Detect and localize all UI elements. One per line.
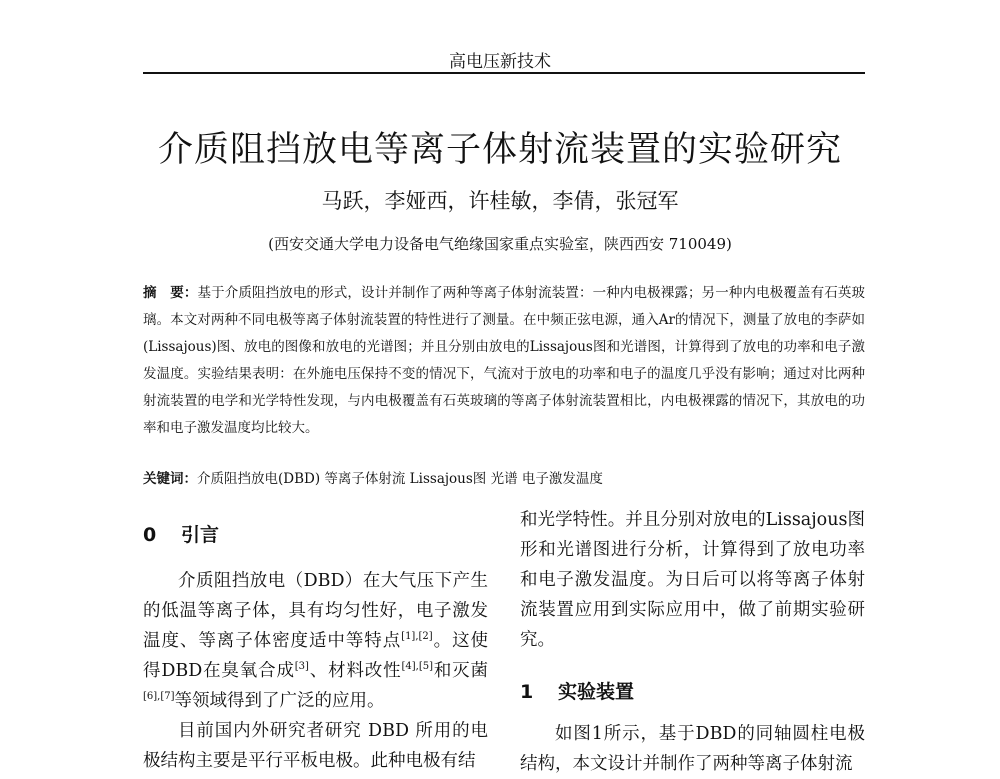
right-paragraph-1: 和光学特性。并且分别对放电的Lissajous图形和光谱图进行分析，计算得到了放电功率和电子激发温度。为日后可以将等离子体射流装置应用到实际应用中，做了前期实验研究。 bbox=[520, 510, 865, 650]
section-title: 引言 bbox=[181, 524, 220, 546]
abstract-text: 基于介质阻挡放电的形式，设计并制作了两种等离子体射流装置：一种内电极裸露；另一种内电极覆盖有石英玻璃。本文对两种不同电极等离子体射流装置的特性进行了测量。在中频正弦电源，通入Ar的情况下，测量了放电的李萨如(Lissajous)图、放电的图像和放电的光谱图；并且分别由放电的Lissajous图和光谱图，计算得到了放电的功率和电子激发温度。实验结果表明：在外施电压保持不变的情况下，气流对于放电的功率和电子的温度几乎没有影响；通过对比两种射流装置的电学和光学特性发现，与内电极覆盖有石英玻璃的等离子体射流装置相比，内电极裸露的情况下，其放电的功率和电子激发温度均比较大。 bbox=[143, 285, 865, 436]
paragraph-text: 等领域得到了广泛的应用。 bbox=[174, 691, 385, 711]
citation: [6],[7] bbox=[143, 691, 175, 703]
paragraph-text: 介质阻挡放电（DBD）在大气压下产生的低温等离子体，具有均匀性好，电子激发温度、等离子体密度适中等特点 bbox=[143, 571, 488, 651]
paragraph-text: 、材料改性 bbox=[308, 661, 402, 681]
right-paragraph-2: 如图1所示，基于DBD的同轴圆柱电极结构，本文设计并制作了两种等离子体射流 bbox=[520, 724, 865, 774]
authors: 马跃，李娅西，许桂敏，李倩，张冠军 bbox=[321, 189, 679, 213]
section-heading-1 bbox=[520, 677, 865, 707]
keywords-label: 关键词： bbox=[143, 471, 197, 487]
section-number: 0 bbox=[143, 524, 157, 546]
intro-paragraph-1 bbox=[143, 566, 488, 716]
section-heading-0 bbox=[143, 520, 488, 550]
paper-title: 介质阻挡放电等离子体射流装置的实验研究 bbox=[157, 130, 842, 170]
paragraph-text: 和灭菌 bbox=[433, 661, 489, 681]
header-rule bbox=[143, 72, 865, 74]
paragraph-text: 。这使得DBD在臭氧合成 bbox=[143, 631, 489, 681]
right-column bbox=[520, 505, 865, 779]
running-head: 高电压新技术 bbox=[449, 52, 551, 72]
keywords bbox=[143, 466, 865, 493]
keywords-text: 介质阻挡放电(DBD) 等离子体射流 Lissajous图 光谱 电子激发温度 bbox=[197, 471, 603, 487]
citation: [3] bbox=[294, 661, 309, 673]
left-column bbox=[143, 520, 488, 776]
section-title: 实验装置 bbox=[558, 681, 635, 703]
affiliation: (西安交通大学电力设备电气绝缘国家重点实验室，陕西西安 710049) bbox=[268, 235, 732, 253]
citation: [1],[2] bbox=[401, 631, 433, 643]
intro-paragraph-2: 目前国内外研究者研究 DBD 所用的电极结构主要是平行平板电极。此种电极有结 bbox=[143, 721, 488, 771]
abstract-label: 摘 要： bbox=[143, 285, 198, 301]
citation: [4],[5] bbox=[401, 661, 433, 673]
abstract bbox=[143, 280, 865, 442]
section-number: 1 bbox=[520, 681, 534, 703]
